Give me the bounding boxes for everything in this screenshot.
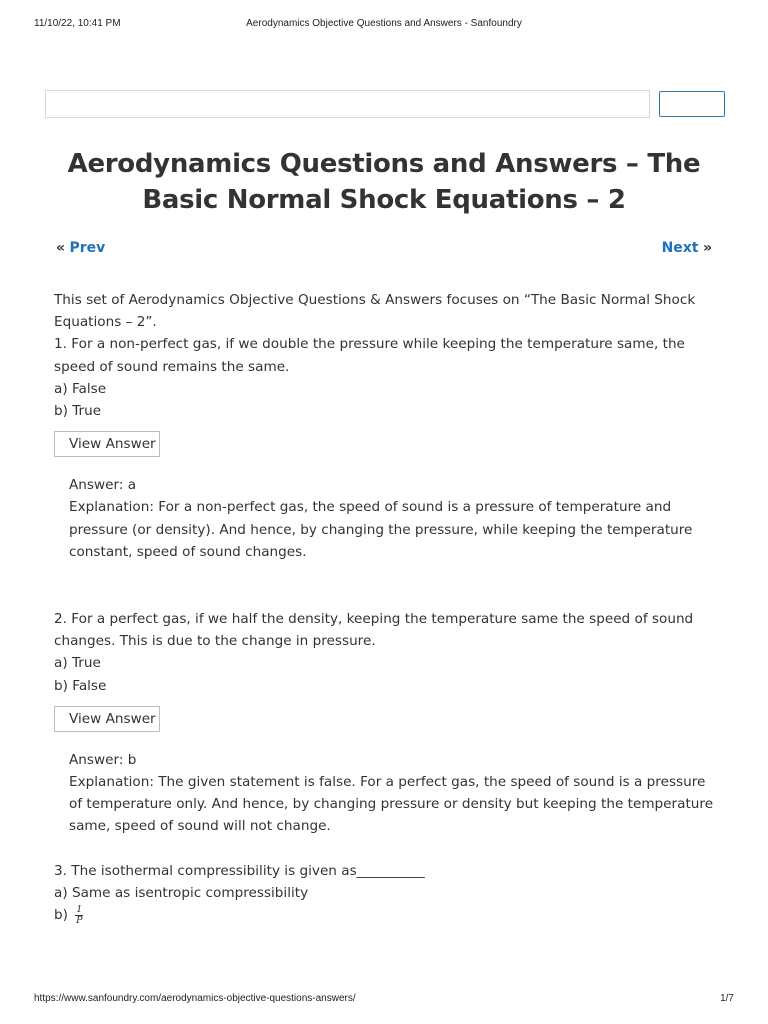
prev-link-wrapper <box>56 240 105 256</box>
answer-block <box>54 474 718 563</box>
answer-text: Answer: a <box>69 477 137 494</box>
question-text: 3. The isothermal compressibility is given as__________ <box>54 862 425 879</box>
print-footer <box>34 993 734 1007</box>
prev-quote: « <box>56 240 66 256</box>
question-1 <box>54 333 718 563</box>
fraction-denominator: P <box>76 914 83 926</box>
next-quote: » <box>702 240 712 256</box>
question-text: 1. For a non-perfect gas, if we double the pressure while keeping the temperature same, the speed of sound remains the same. <box>54 336 685 375</box>
print-header <box>34 18 734 32</box>
fraction-one-over-p <box>75 905 83 926</box>
search-input[interactable] <box>45 90 650 118</box>
option: b) False <box>54 677 107 694</box>
next-link-wrapper <box>662 240 712 256</box>
intro-text: This set of Aerodynamics Objective Questions & Answers focuses on “The Basic Normal Shock Equations – 2”. <box>54 292 696 331</box>
page-title: Aerodynamics Questions and Answers – The Basic Normal Shock Equations – 2 <box>67 149 701 215</box>
option: a) True <box>54 655 101 672</box>
article-content <box>54 289 718 926</box>
answer-block <box>54 749 718 838</box>
answer-text: Answer: b <box>69 751 137 768</box>
view-answer-button[interactable]: View Answer <box>54 706 160 732</box>
view-answer-button[interactable]: View Answer <box>54 431 160 457</box>
explanation-text: Explanation: For a non-perfect gas, the speed of sound is a pressure of temperature and pressure (or density). And hence, by changing the pressure, while keeping the temperature constant, speed of sound changes. <box>69 499 693 560</box>
option-label: b) <box>54 907 68 924</box>
prev-link[interactable]: Prev <box>69 240 106 256</box>
print-url: https://www.sanfoundry.com/aerodynamics-objective-questions-answers/ <box>34 993 356 1004</box>
print-datetime: 11/10/22, 10:41 PM <box>34 18 121 29</box>
question-text: 2. For a perfect gas, if we half the density, keeping the temperature same the speed of sound changes. This is due to the change in pressure. <box>54 611 694 650</box>
question-3 <box>54 860 718 927</box>
fraction-numerator: 1 <box>76 903 83 915</box>
print-page-title: Aerodynamics Objective Questions and Answers - Sanfoundry <box>246 18 522 29</box>
question-2 <box>54 608 718 838</box>
explanation-text: Explanation: The given statement is false. For a perfect gas, the speed of sound is a pressure of temperature only. And hence, by changing pressure or density but keeping the temperature same, speed of sound will not change. <box>69 774 714 835</box>
pagination-nav <box>56 240 712 260</box>
option-with-fraction <box>54 904 718 926</box>
option: a) Same as isentropic compressibility <box>54 884 309 901</box>
search-bar <box>45 90 725 118</box>
next-link[interactable]: Next <box>661 240 699 256</box>
option: a) False <box>54 380 107 397</box>
search-button[interactable] <box>659 91 725 117</box>
option: b) True <box>54 403 102 420</box>
print-page-number: 1/7 <box>720 993 734 1004</box>
